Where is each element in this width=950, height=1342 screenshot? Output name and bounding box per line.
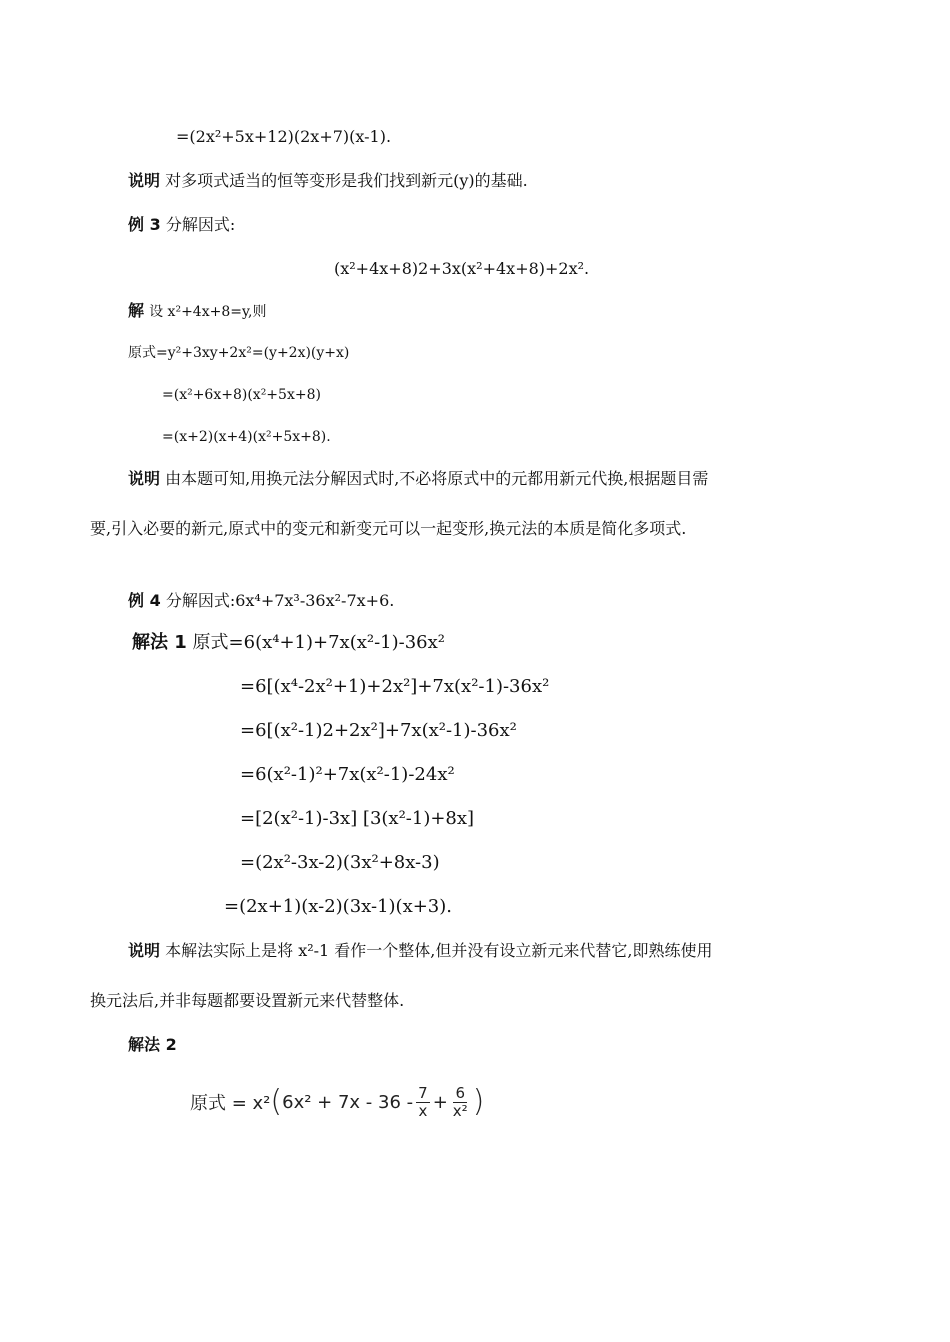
method-label: 解法 1 (132, 632, 187, 653)
note-text: 由本题可知,用换元法分解因式时,不必将原式中的元都用新元代换,根据题目需 (165, 469, 709, 488)
equation-line: =[2(x²-1)-3x] [3(x²-1)+8x] (240, 808, 475, 829)
note-text-continued: 换元法后,并非每题都要设置新元来代替整体. (90, 991, 405, 1010)
equation-line: =6[(x²-1)2+2x²]+7x(x²-1)-36x² (240, 720, 517, 741)
left-paren: ( (270, 1084, 283, 1119)
example-label: 例 4 (128, 591, 161, 610)
fraction-denominator: x (418, 1101, 428, 1120)
equation-line: 原式=y²+3xy+2x²=(y+2x)(y+x) (128, 345, 350, 361)
equation-line: =6[(x⁴-2x²+1)+2x²]+7x(x²-1)-36x² (240, 676, 550, 697)
note-text: 本解法实际上是将 x²-1 看作一个整体,但并没有设立新元来代替它,即熟练使用 (165, 941, 713, 960)
formula-prefix: 原式 = x² (190, 1093, 271, 1114)
note-text: 对多项式适当的恒等变形是我们找到新元(y)的基础. (165, 171, 528, 190)
example-text: 分解因式: (165, 215, 236, 234)
example-text: 分解因式:6x⁴+7x³-36x²-7x+6. (165, 591, 395, 610)
note-paragraph (128, 170, 528, 192)
solution-text: 设 x²+4x+8=y,则 (149, 304, 267, 320)
note-text-continued: 要,引入必要的新元,原式中的变元和新变元可以一起变形,换元法的本质是简化多项式. (90, 519, 687, 538)
fraction-denominator: x² (452, 1101, 468, 1120)
formula-image (190, 1078, 484, 1126)
fraction-numerator: 6 (455, 1083, 465, 1102)
equation-line: =6(x²-1)²+7x(x²-1)-24x² (240, 764, 455, 785)
example-heading (128, 214, 235, 236)
fraction (416, 1085, 430, 1120)
equation-line: =(2x+1)(x-2)(3x-1)(x+3). (224, 896, 452, 917)
equation-line: =(x+2)(x+4)(x²+5x+8). (162, 429, 331, 445)
equation-line: =(x²+6x+8)(x²+5x+8) (162, 387, 321, 403)
equation-line: =(2x²+5x+12)(2x+7)(x-1). (176, 127, 392, 146)
note-label: 说明 (128, 469, 161, 488)
example-heading (128, 590, 394, 612)
example-label: 例 3 (128, 215, 161, 234)
method-label: 解法 2 (128, 1035, 177, 1054)
equation-line: =(2x²-3x-2)(3x²+8x-3) (240, 852, 440, 873)
note-label: 说明 (128, 941, 161, 960)
solution-heading (128, 300, 266, 323)
fraction-numerator: 7 (418, 1083, 428, 1102)
right-paren: ) (472, 1084, 485, 1119)
note-paragraph (128, 940, 712, 962)
plus-sign: + (432, 1091, 448, 1113)
fraction (451, 1085, 470, 1120)
solution-label: 解 (128, 301, 145, 320)
method-line (132, 632, 445, 654)
note-label: 说明 (128, 171, 161, 190)
display-formula: (x²+4x+8)2+3x(x²+4x+8)+2x². (334, 259, 590, 278)
equation-text: 原式=6(x⁴+1)+7x(x²-1)-36x² (192, 632, 445, 653)
note-paragraph (128, 468, 708, 490)
formula-inner: 6x² + 7x - 36 - (282, 1091, 414, 1113)
